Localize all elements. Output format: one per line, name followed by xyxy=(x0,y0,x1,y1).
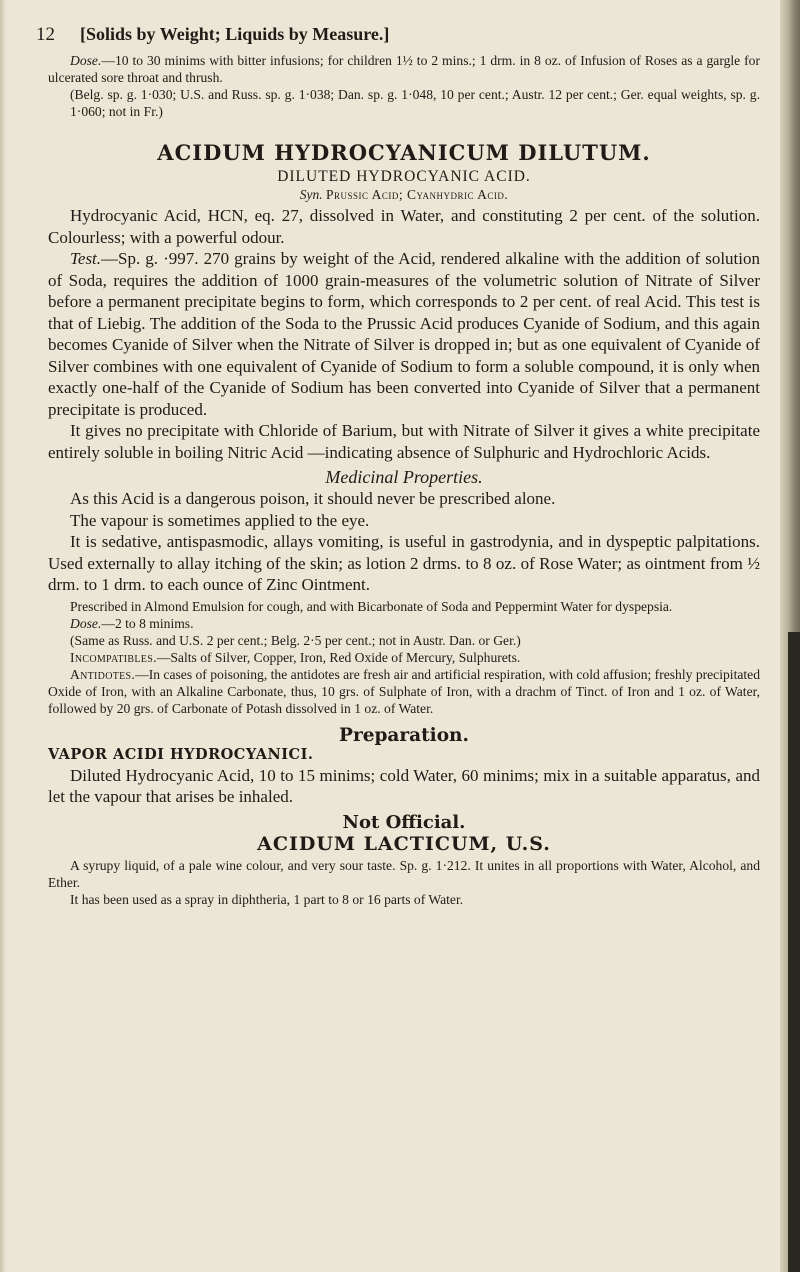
antidotes-label: Antidotes. xyxy=(70,666,136,682)
medicinal-line-3: It is sedative, antispasmodic, allays vomiting, is useful in gastrodynia, and in dyspeptic palpitations. Used externally to allay itching of the skin; as lotion 2 drms. to 8 oz. of Rose Water; as ointment from ½ drm. to 1 drm. to each ounce of Zinc Ointment. xyxy=(48,532,760,594)
synonyms xyxy=(48,187,760,203)
page-number: 12 xyxy=(36,24,55,45)
article-subtitle: DILUTED HYDROCYANIC ACID. xyxy=(277,168,531,185)
antidotes-text: —In cases of poisoning, the antidotes are fresh air and artificial respiration, with cold affusion; freshly precipitated Oxide of Iron, with an Alkaline Carbonate, thus, 10 grs. of Sulphate of Iron, with a drachm of Tinct. of Iron and 1 oz. of Water, followed by 20 grs. of Carbonate of Potash dissolved in 1 oz. of Water. xyxy=(48,666,760,716)
incompatibles-text: —Salts of Silver, Copper, Iron, Red Oxide of Mercury, Sulphurets. xyxy=(156,649,521,665)
incompatibles-paragraph xyxy=(48,649,760,666)
precipitate-paragraph: It gives no precipitate with Chloride of Barium, but with Nitrate of Silver it gives a white precipitate entirely soluble in boiling Nitric Acid —indicating absence of Sulphuric and Hydrochloric Acids. xyxy=(48,421,760,462)
preparation-heading: Preparation. xyxy=(339,724,469,746)
medicinal-line-2: The vapour is sometimes applied to the eye. xyxy=(70,510,370,530)
lactic-line-2: It has been used as a spray in diphtheria, 1 part to 8 or 16 parts of Water. xyxy=(70,891,464,907)
test-label: Test. xyxy=(70,249,102,268)
vapor-paragraph: Diluted Hydrocyanic Acid, 10 to 15 minims; cold Water, 60 minims; mix in a suitable apparatus, and let the vapour that arises be inhaled. xyxy=(48,765,760,806)
page-left-edge xyxy=(0,0,6,1272)
medicinal-heading: Medicinal Properties. xyxy=(325,467,483,487)
incompatibles-label: Incompatibles. xyxy=(70,649,157,665)
page-header xyxy=(36,24,760,52)
dose2-text: —2 to 8 minims. xyxy=(101,615,194,631)
medicinal-line-1: As this Acid is a dangerous poison, it should never be prescribed alone. xyxy=(70,489,556,508)
synonyms-label: Syn. xyxy=(299,187,323,202)
test-paragraph xyxy=(48,248,760,420)
dose-paragraph xyxy=(48,52,760,86)
test-text: —Sp. g. ·997. 270 grains by weight of the Acid, rendered alkaline with the addition of solution of Soda, requires the addition of 1000 grain-measures of the volumetric solution of Nitrate of Silver before a permanent precipitate begins to form, which corresponds to 2 per cent. of real Acid. This test is that of Liebig. The addition of the Soda to the Prussic Acid produces Cyanide of Sodium, and this again becomes Cyanide of Silver when the Nitrate of Silver is dropped in; but as one equivalent of Cyanide of Silver combines with one equivalent of Cyanide of Sodium to form a soluble compound, it is only when exactly one-half of the Cyanide of Sodium has been converted into Cyanide of Silver that a permanent precipitate is produced. xyxy=(48,249,760,419)
dose-label: Dose. xyxy=(70,53,102,68)
lactic-line-1: A syrupy liquid, of a pale wine colour, and very sour taste. Sp. g. 1·212. It unites in all proportions with Water, Alcohol, and Ether. xyxy=(48,857,760,890)
page-content xyxy=(36,24,760,908)
article-title: ACIDUM HYDROCYANICUM DILUTUM. xyxy=(157,140,651,165)
dose-note: (Belg. sp. g. 1·030; U.S. and Russ. sp. g. 1·038; Dan. sp. g. 1·048, 10 per cent.; Austr. 12 per cent.; Ger. equal weights, sp. g. 1·060; not in Fr.) xyxy=(70,87,760,119)
dose2-label: Dose. xyxy=(70,615,102,631)
dose2-note: (Same as Russ. and U.S. 2 per cent.; Belg. 2·5 per cent.; not in Austr. Dan. or Ger.) xyxy=(70,632,521,648)
synonyms-text: Prussic Acid; Cyanhydric Acid. xyxy=(325,187,509,202)
vapor-name: VAPOR ACIDI HYDROCYANICI. xyxy=(48,745,314,763)
prescribed-paragraph: Prescribed in Almond Emulsion for cough, and with Bicarbonate of Soda and Peppermint Water for dyspepsia. xyxy=(70,598,673,614)
dose2-paragraph xyxy=(48,615,760,632)
lactic-title: ACIDUM LACTICUM, U.S. xyxy=(257,832,551,855)
binding-dark-strip xyxy=(788,632,800,1272)
not-official-heading: Not Official. xyxy=(342,811,466,833)
dose-text: —10 to 30 minims with bitter infusions; for children 1½ to 2 mins.; 1 drm. in 8 oz. of Infusion of Roses as a gargle for ulcerated sore throat and thrush. xyxy=(48,53,760,85)
book-binding-edge xyxy=(780,0,800,1272)
intro-paragraph: Hydrocyanic Acid, HCN, eq. 27, dissolved in Water, and constituting 2 per cent. of the solution. Colourless; with a powerful odour. xyxy=(48,206,760,247)
running-head: [Solids by Weight; Liquids by Measure.] xyxy=(80,24,390,44)
antidotes-paragraph xyxy=(48,666,760,717)
